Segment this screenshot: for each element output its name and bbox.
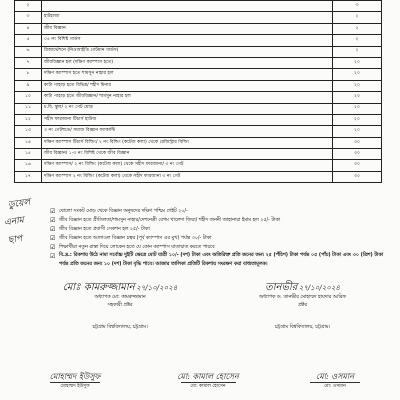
- table-row: [15, 1, 382, 12]
- table-cell-sl: ৬: [15, 46, 42, 57]
- table-cell-desc: হাটহাজা: [42, 12, 333, 23]
- table-cell-rate: ৩০: [333, 137, 382, 148]
- table-cell-rate: ৩০: [333, 160, 382, 171]
- signer-name: মো: কামাল হোসেন: [190, 384, 226, 389]
- table-cell-sl: ৮: [15, 69, 42, 80]
- notes-section: [50, 207, 390, 270]
- table-cell-rate: ২০: [333, 114, 382, 125]
- table-row: [15, 46, 382, 57]
- note-item-nb: ☑ বি.দ্র.: রিকশায় উঠে নামা সর্বোচ্চ দুইটি ক্ষেত্রে মোট যাত্রী ১০/- (দশ) টাকা এবং অতিরিক্ত প্রতি জনের জন্য ২৫ (পঁচিশ) টাকা পর্যন্ত ০৫ (পাঁচ) টাকা এবং ৩০ (ত্রিশ) টাকা পর্যন্ত প্রতি জনের জন্য ১০ (দশ) টাকা বৃদ্ধি পাবে। আজার তালিকা প্রতিটি রিকশায় সংরক্ষণ করা বাধ্যতামূলক।: [50, 253, 384, 268]
- table-row: [15, 149, 382, 160]
- margin-signature-2: এনাম: [3, 215, 25, 229]
- table-cell-desc: সহীদ ফারজানা টিচার্স হাউজ: [42, 114, 333, 125]
- table-cell-rate: ২: [333, 46, 382, 57]
- bottom-signature-3: মো: ওসমান মো: ওসমান: [300, 372, 370, 390]
- note-item: ☑ শিক্ষার্থীরা নতুন রাস্তা দিয়ে লোকেন হতে যে কোন ক্যাম্পাস যাতায়াত করতে পারবে: [50, 244, 215, 252]
- table-row: [15, 171, 382, 182]
- table-cell-rate: ২: [333, 12, 382, 23]
- table-row: [15, 57, 382, 68]
- signer-title: প্রক্টর: [297, 303, 308, 308]
- signer-org: চট্টগ্রাম বিশ্ববিদ্যালয়, চট্টগ্রাম।: [274, 325, 331, 330]
- table-cell-sl: ৯: [15, 80, 42, 91]
- table-row: [15, 23, 382, 34]
- margin-signature-1: ডুয়েল: [7, 197, 31, 211]
- table-cell-rate: ২০: [333, 103, 382, 114]
- margin-signature-3: ছাপ: [7, 234, 23, 246]
- table-cell-desc: [42, 1, 333, 12]
- table-cell-sl: ১৬: [15, 160, 42, 171]
- checkbox-icon: ☑: [50, 253, 56, 261]
- table-cell-rate: ২০: [333, 80, 382, 91]
- table-cell-sl: ৪: [15, 23, 42, 34]
- handwritten-signature: মোঃ কামরুজ্জামান: [62, 282, 135, 293]
- table-row: [15, 137, 382, 148]
- table-row: [15, 160, 382, 171]
- bottom-signature-1: মোহাম্মদ ইউসুফ মোহাম্মদ ইউসুফ: [40, 372, 110, 390]
- table-row: [15, 12, 382, 23]
- table-row: [15, 92, 382, 103]
- table-cell-sl: ৩: [15, 12, 42, 23]
- signer-title: সহকারী প্রক্টর: [107, 303, 133, 308]
- table-cell-sl: ৭: [15, 57, 42, 68]
- fare-table: [14, 0, 382, 183]
- table-cell-sl: ১৪: [15, 137, 42, 148]
- signature-date: ২৭/১০/২০২৪: [298, 284, 340, 292]
- table-cell-desc: দক্ষিণ ক্যাম্পাস ২ নং বিল্ডিং (কটেজ কলা) থেকে সহীদ ফারজানা ৩ নং গেট: [42, 171, 333, 182]
- checkbox-icon: ☑: [50, 226, 56, 234]
- table-row: [15, 35, 382, 46]
- table-cell-rate: ৩০: [333, 171, 382, 182]
- table-cell-sl: ১০: [15, 92, 42, 103]
- note-item: ☑ ষোলো সংকট মোড় থেকে বিজ্ঞান অনুষদের দক্ষিণ পশ্চিম গেইট ২০/-: [50, 208, 188, 215]
- checkbox-icon: ☑: [50, 235, 56, 243]
- table-cell-desc: জীববিজ্ঞান হল (দক্ষিণ ক্যাম্পাস হতে): [42, 57, 333, 68]
- table-row: [15, 126, 382, 137]
- handwritten-signature: তানভীর: [265, 282, 298, 293]
- table-cell-rate: ৩: [333, 1, 382, 12]
- table-row: [15, 80, 382, 91]
- table-cell-sl: ১৫: [15, 149, 42, 160]
- table-cell-desc: জীব বিজ্ঞান: [42, 23, 333, 34]
- note-item: ☑ জীব বিজ্ঞান হতে আলাওল বিজ্ঞান চত্বর (পূর্ব ক্যাম্পাস এর মুখ) পর্যন্ত ৩০/- টাকা: [50, 235, 212, 243]
- table-cell-desc: ৩ নং গেটহুতে/ সমাজ বিজ্ঞান ফ্যাকাল্টি: [42, 126, 333, 137]
- table-cell-desc: দক্ষিণ ক্যাম্পাস হতে শামসুন নাহার হল: [42, 69, 333, 80]
- table-cell-rate: ২০: [333, 126, 382, 137]
- table-cell-rate: ২০: [333, 69, 382, 80]
- signer-name: মোহাম্মদ ইউসুফ: [60, 384, 90, 389]
- signer-name: অধ্যাপক ড. তানভীর মোহাম্মদ হায়দার আরিফ: [259, 295, 346, 300]
- table-cell-sl: ১২: [15, 114, 42, 125]
- table-cell-rate: ২: [333, 23, 382, 34]
- table-cell-desc: জীব বিজ্ঞান/ ১-৩ নং বিশিষ্ট থেকে জীব বিজ্ঞান: [42, 149, 333, 160]
- table-cell-desc: রিজার্ভেশনে (নিওআইডি গেটমান গার্ডস): [42, 46, 333, 57]
- signer-name: অধ্যাপক মো: কামরুজ্জামান: [94, 295, 146, 300]
- table-cell-sl: ১৩: [15, 126, 42, 137]
- table-cell-desc: কাটা পাহাড় হতে জীববিজ্ঞান/ শামসুন নাহার হল: [42, 92, 333, 103]
- checkbox-icon: ☑: [50, 217, 56, 225]
- table-cell-sl: ১১: [15, 103, 42, 114]
- table-cell-sl: ২: [15, 1, 42, 12]
- table-cell-desc: কাটা পাহাড় হতে বিভিন্ন/ শহীদ মিনার: [42, 80, 333, 91]
- bottom-signature-2: মো: কামাল হোসেন মো: কামাল হোসেন: [168, 372, 248, 390]
- note-item: ☑ জীব বিজ্ঞান হতে প্রবাসী সেকশন হল ২৫/- টাকা: [50, 226, 150, 234]
- signature-block-left: [40, 282, 200, 332]
- table-cell-rate: ২০: [333, 92, 382, 103]
- table-row: [15, 69, 382, 80]
- note-item: ☑ জীব বিজ্ঞান হতে প্রীতিলতা/শামসুন নাহার/দেশনেত্রী বেগম খালেদা জিয়া/ শহীদ জননী জাহানারা ইমাম হল ২৫/- টাকা: [50, 217, 281, 225]
- table-cell-rate: ২০: [333, 57, 382, 68]
- table-cell-desc: দক্ষিণ ক্যাম্পাস টিচার্স বিল্ডিং/ ২ নং বিল্ডিং (কটেজ কলা) থেকে রেজিস্ট্রার বিল্ডিং: [42, 137, 333, 148]
- table-row: [15, 114, 382, 125]
- signature-block-right: [215, 282, 390, 332]
- table-row: [15, 103, 382, 114]
- signature-date: ২৭/১০/২০২৪: [136, 284, 178, 292]
- table-cell-rate: ২: [333, 35, 382, 46]
- table-cell-desc: চ.বি. স্কুল/ ২ নং গেট মোড়: [42, 103, 333, 114]
- table-cell-desc: ০৫ নং বিশিষ্ট গার্ডস: [42, 35, 333, 46]
- table-cell-sl: ১৭: [15, 171, 42, 182]
- checkbox-icon: ☑: [50, 208, 56, 215]
- table-cell-desc: দক্ষিণ ক্যাম্পাস/ ২ নং বিল্ডিং (কটেজ কলা) থেকে সহীদ ফারজানা/ ৩ নং গেট: [42, 160, 333, 171]
- signer-name: মো: ওসমান: [324, 384, 346, 389]
- signer-org: চট্টগ্রাম বিশ্ববিদ্যালয়, চট্টগ্রাম।: [92, 325, 148, 330]
- table-cell-sl: ৫: [15, 35, 42, 46]
- table-cell-rate: ৩০: [333, 149, 382, 160]
- checkbox-icon: ☑: [50, 244, 56, 252]
